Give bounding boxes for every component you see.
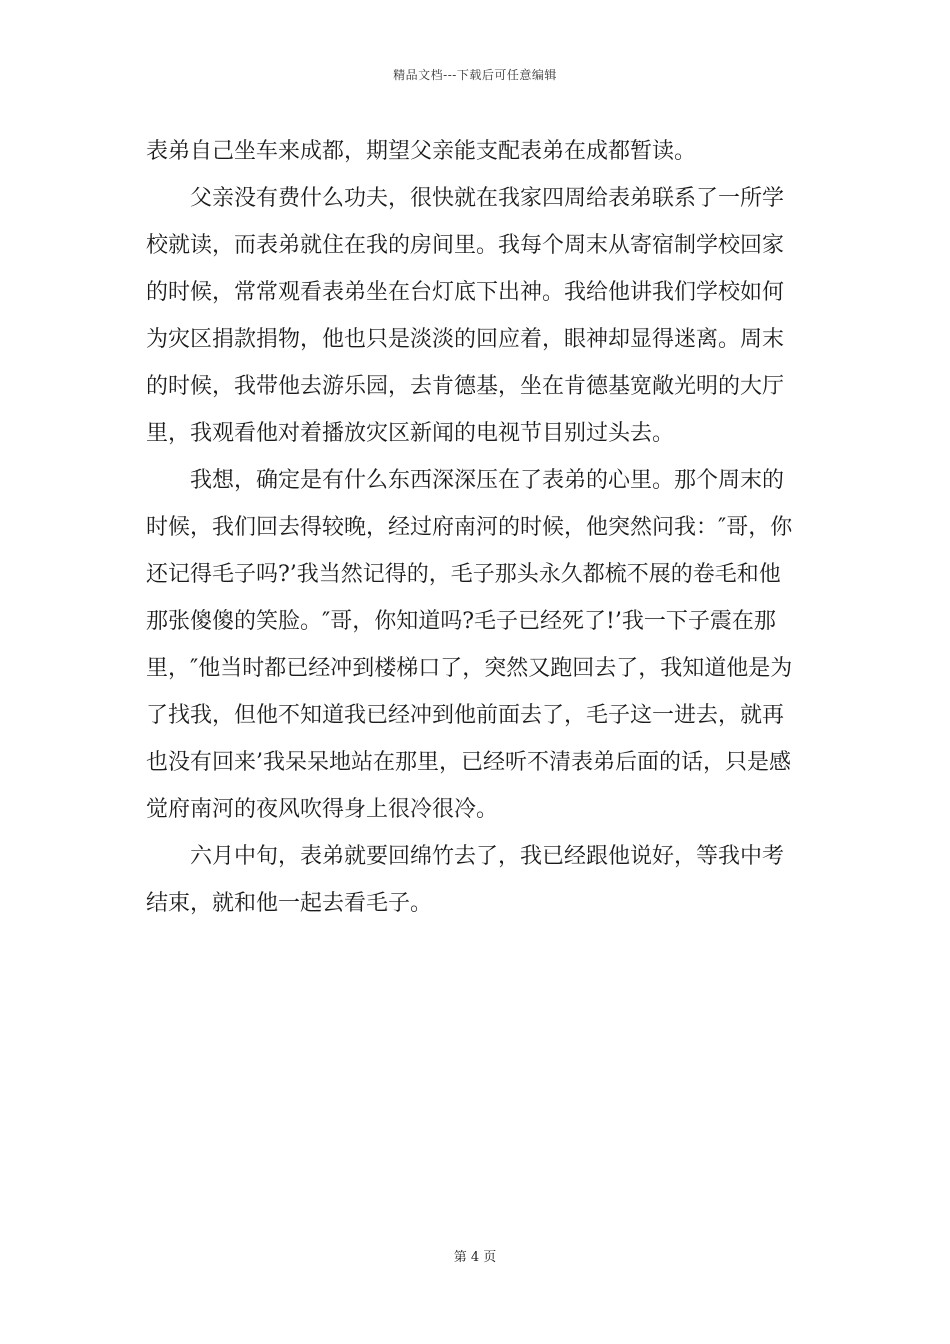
text-line: 了找我，但他不知道我已经冲到他前面去了，毛子这一进去，就再 bbox=[146, 703, 785, 728]
text-line: 还记得毛子吗?’我当然记得的，毛子那头永久都梳不展的卷毛和他 bbox=[146, 562, 781, 587]
document-body bbox=[146, 128, 808, 927]
text-line: 也没有回来’我呆呆地站在那里，已经听不清表弟后面的话，只是感 bbox=[146, 750, 791, 775]
text-line: 里，我观看他对着播放灾区新闻的电视节目别过头去。 bbox=[146, 421, 675, 446]
text-line: 的时候，常常观看表弟坐在台灯底下出神。我给他讲我们学校如何 bbox=[146, 280, 785, 305]
text-line: 父亲没有费什么功夫，很快就在我家四周给表弟联系了一所学 bbox=[190, 186, 785, 211]
text-line: 六月中旬，表弟就要回绵竹去了，我已经跟他说好，等我中考 bbox=[190, 844, 785, 869]
text-line: 时候，我们回去得较晚，经过府南河的时候，他突然问我：″哥，你 bbox=[146, 515, 793, 540]
text-line: 表弟自己坐车来成都，期望父亲能支配表弟在成都暂读。 bbox=[146, 139, 697, 164]
page-number: 第 4 页 bbox=[453, 1250, 497, 1265]
text-line: 觉府南河的夜风吹得身上很冷很冷。 bbox=[146, 797, 499, 822]
text-line: 那张傻傻的笑脸。″哥，你知道吗?毛子已经死了!’我一下子震在那 bbox=[146, 609, 776, 634]
text-line: 我想，确定是有什么东西深深压在了表弟的心里。那个周末的 bbox=[190, 468, 785, 493]
page-header: 精品文档---下载后可任意编辑 bbox=[393, 68, 557, 82]
text-line: 结束，就和他一起去看毛子。 bbox=[146, 891, 433, 916]
text-line: 校就读，而表弟就住在我的房间里。我每个周末从寄宿制学校回家 bbox=[146, 233, 785, 258]
text-line: 的时候，我带他去游乐园，去肯德基，坐在肯德基宽敞光明的大厅 bbox=[146, 374, 785, 399]
text-line: 里，″他当时都已经冲到楼梯口了，突然又跑回去了，我知道他是为 bbox=[146, 656, 793, 681]
text-line: 为灾区捐款捐物，他也只是淡淡的回应着，眼神却显得迷离。周末 bbox=[146, 327, 785, 352]
